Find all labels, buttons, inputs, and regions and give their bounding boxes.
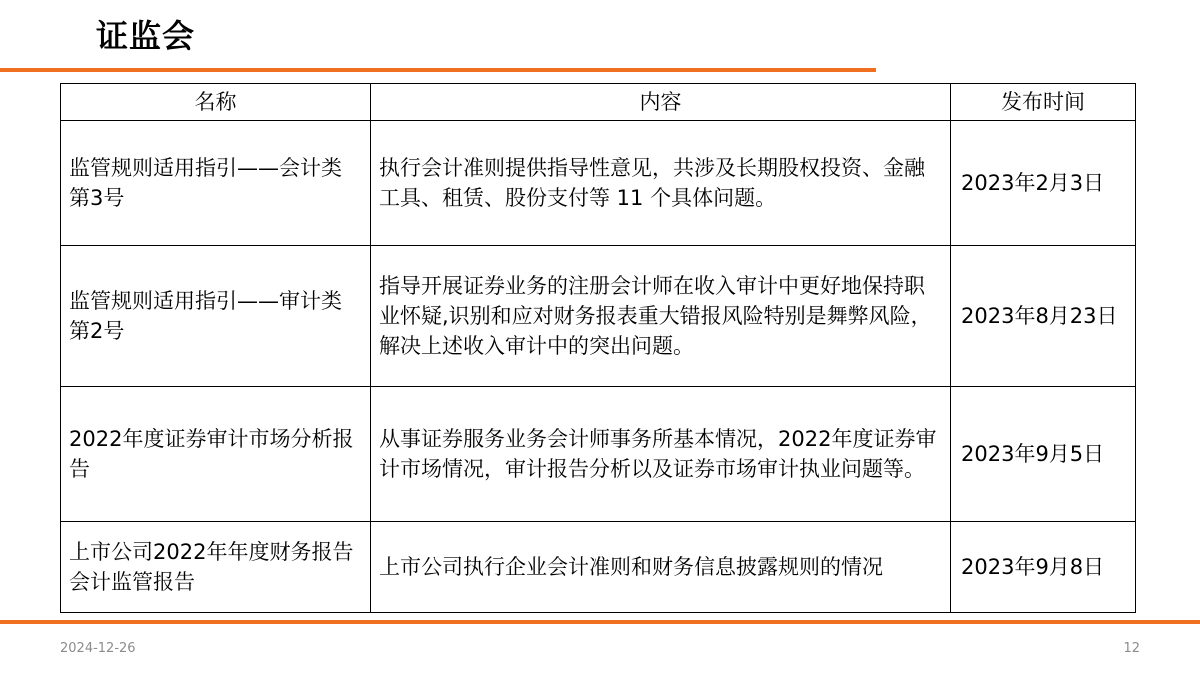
header-date: 发布时间	[951, 84, 1136, 121]
slide-title: 证监会	[96, 17, 196, 55]
page-number: 12	[1123, 641, 1140, 656]
row-date: 2023年9月5日	[951, 387, 1136, 522]
row-content: 执行会计准则提供指导性意见，共涉及长期股权投资、金融工具、租赁、股份支付等 11 个具体问题。	[371, 121, 951, 246]
table-row	[61, 246, 1136, 387]
title-underline	[0, 68, 876, 72]
row-name: 监管规则适用指引——审计类第2号	[61, 246, 371, 387]
table-row	[61, 387, 1136, 522]
row-content: 从事证券服务业务会计师事务所基本情况，2022年度证券审计市场情况，审计报告分析以及证券市场审计执业问题等。	[371, 387, 951, 522]
row-content: 上市公司执行企业会计准则和财务信息披露规则的情况	[371, 522, 951, 613]
header-content: 内容	[371, 84, 951, 121]
header-name: 名称	[61, 84, 371, 121]
footer-date: 2024-12-26	[60, 641, 136, 656]
row-content: 指导开展证券业务的注册会计师在收入审计中更好地保持职业怀疑,识别和应对财务报表重大错报风险特别是舞弊风险，解决上述收入审计中的突出问题。	[371, 246, 951, 387]
row-name: 上市公司2022年年度财务报告会计监管报告	[61, 522, 371, 613]
row-date: 2023年8月23日	[951, 246, 1136, 387]
row-name: 2022年度证券审计市场分析报告	[61, 387, 371, 522]
table-row	[61, 522, 1136, 613]
row-name: 监管规则适用指引——会计类第3号	[61, 121, 371, 246]
row-date: 2023年2月3日	[951, 121, 1136, 246]
table-row	[61, 121, 1136, 246]
table-header-row	[61, 84, 1136, 121]
footer-rule	[0, 620, 1200, 624]
row-date: 2023年9月8日	[951, 522, 1136, 613]
regulation-table	[60, 83, 1136, 613]
